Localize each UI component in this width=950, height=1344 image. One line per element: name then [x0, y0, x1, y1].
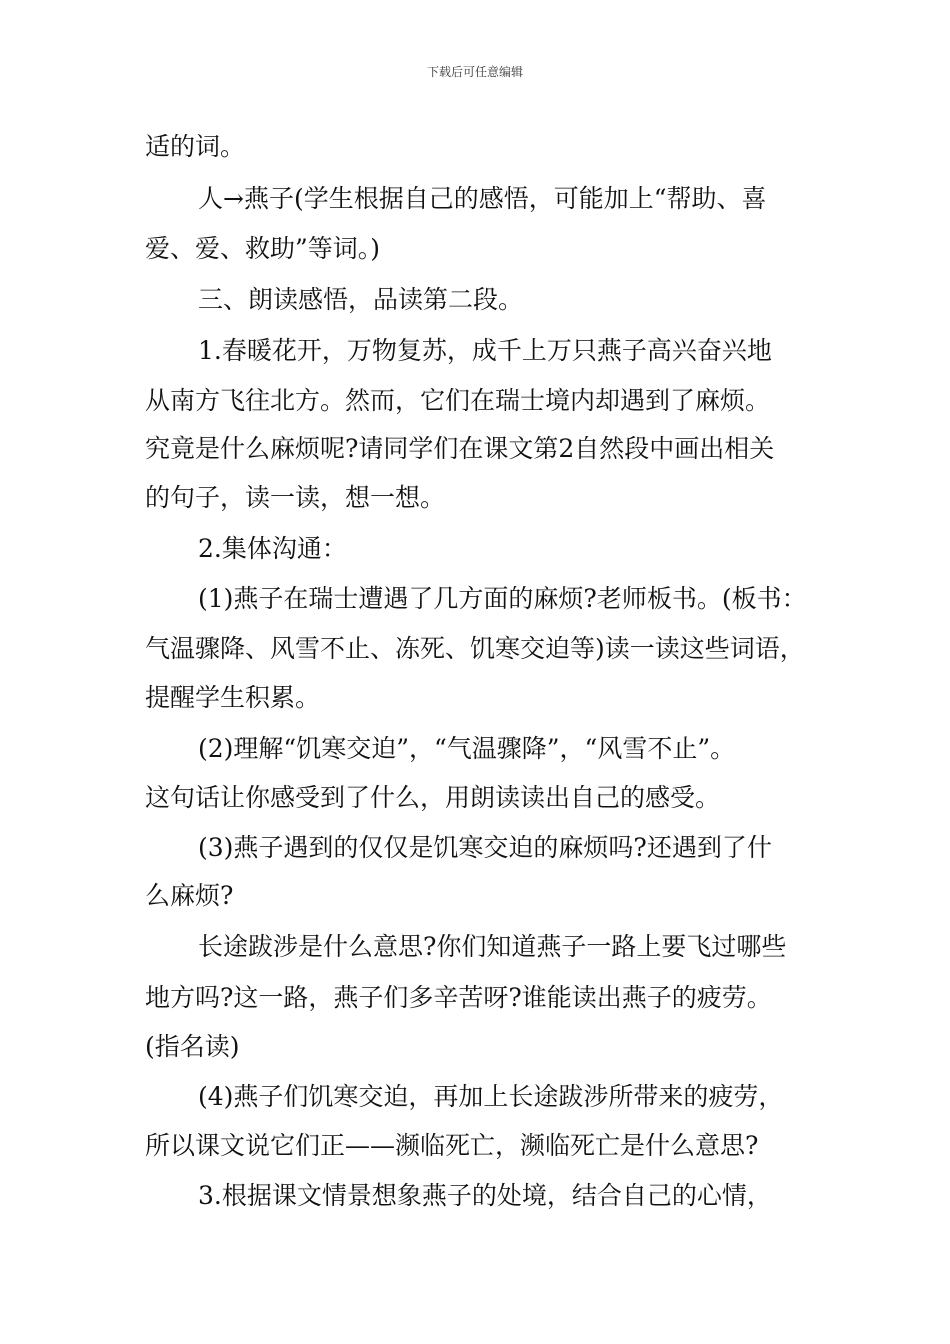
text-line: 爱、爱、救助”等词。): [145, 234, 381, 263]
text-line: 3.根据课文情景想象燕子的处境，结合自己的心情，: [198, 1181, 772, 1210]
text-line: 么麻烦?: [145, 881, 234, 910]
text-line: (3)燕子遇到的仅仅是饥寒交迫的麻烦吗?还遇到了什: [198, 833, 772, 862]
text-line: 2.集体沟通：: [198, 534, 347, 563]
text-line: 三、朗读感悟，品读第二段。: [198, 285, 524, 314]
text-line: 所以课文说它们正——濒临死亡，濒临死亡是什么意思?: [145, 1131, 759, 1160]
text-line: 地方吗?这一路，燕子们多辛苦呀?谁能读出燕子的疲劳。: [145, 983, 772, 1012]
text-line: 长途跋涉是什么意思?你们知道燕子一路上要飞过哪些: [198, 932, 787, 961]
text-line: 从南方飞往北方。然而，它们在瑞士境内却遇到了麻烦。: [145, 386, 771, 415]
page-header: 下载后可任意编辑: [426, 65, 523, 79]
text-line: 人→燕子(学生根据自己的感悟，可能加上“帮助、喜: [198, 184, 767, 213]
text-line: 提醒学生积累。: [145, 683, 321, 712]
text-line: (1)燕子在瑞士遭遇了几方面的麻烦?老师板书。(板书：: [198, 584, 807, 613]
text-line: (4)燕子们饥寒交迫，再加上长途跋涉所带来的疲劳，: [198, 1082, 784, 1111]
text-line: 的句子，读一读，想一想。: [145, 483, 446, 512]
text-line: 气温骤降、风雪不止、冻死、饥寒交迫等)读一读这些词语，: [145, 634, 805, 663]
text-line: 1.春暖花开，万物复苏，成千上万只燕子高兴奋兴地: [198, 336, 772, 365]
text-line: (指名读): [145, 1032, 240, 1061]
text-line: 这句话让你感受到了什么，用朗读读出自己的感受。: [145, 783, 721, 812]
text-line: (2)理解“饥寒交迫”，“气温骤降”，“风雪不止”。: [198, 734, 736, 763]
text-line: 适的词。: [145, 132, 246, 161]
text-line: 究竟是什么麻烦呢?请同学们在课文第2自然段中画出相关: [145, 434, 775, 463]
